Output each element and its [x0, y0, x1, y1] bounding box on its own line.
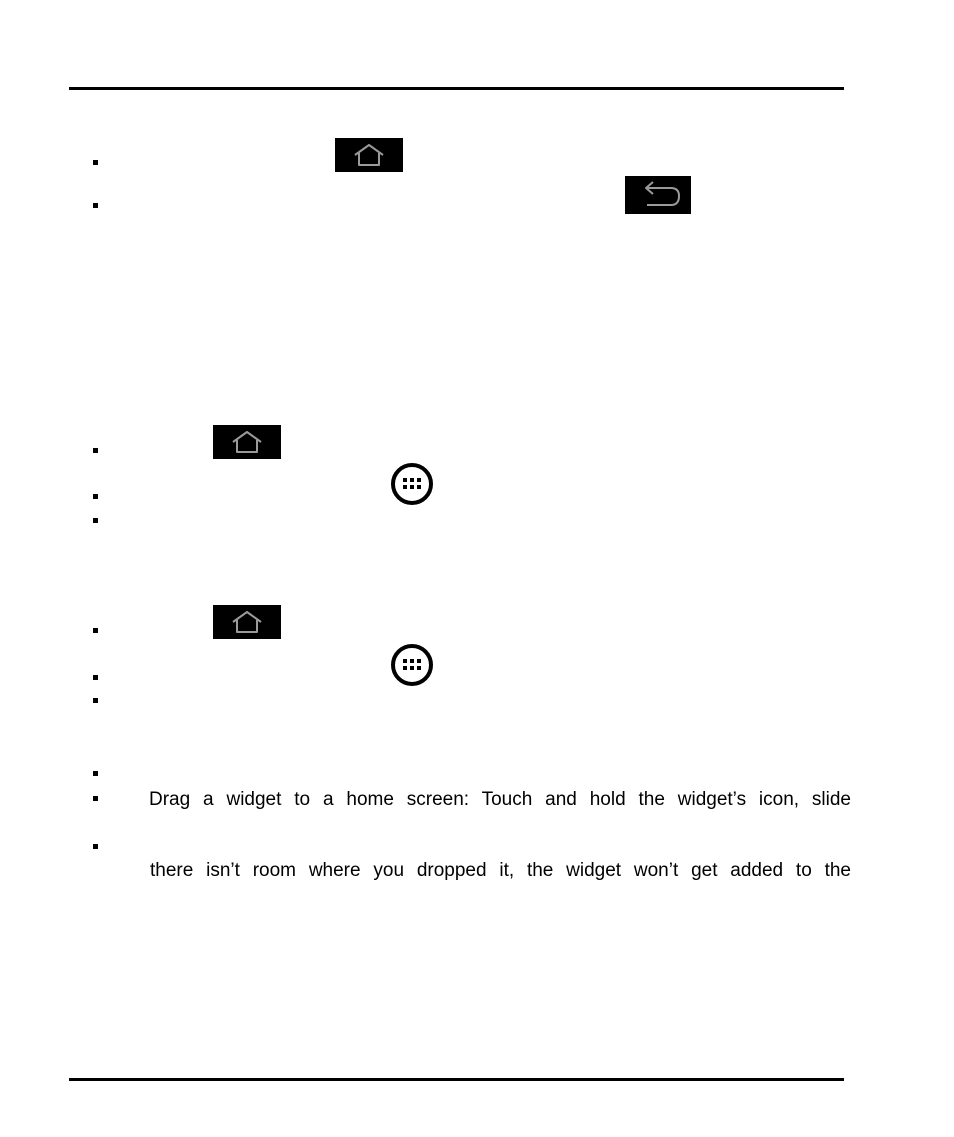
bullet [93, 675, 98, 680]
drag-widget-instruction: Drag a widget to a home screen: Touch and hold the widget’s icon, slide [149, 789, 851, 810]
home-key [213, 605, 281, 639]
bullet [93, 203, 98, 208]
bullet [93, 448, 98, 453]
no-room-note: there isn’t room where you dropped it, the widget won’t get added to the [150, 860, 851, 881]
all-apps-icon [390, 462, 434, 506]
back-icon [635, 180, 681, 210]
home-icon [227, 428, 267, 456]
bullet [93, 628, 98, 633]
home-icon [349, 141, 389, 169]
home-key [213, 425, 281, 459]
bullet [93, 518, 98, 523]
bullet [93, 771, 98, 776]
bullet [93, 796, 98, 801]
bullet [93, 698, 98, 703]
back-key [625, 176, 691, 214]
home-icon [227, 608, 267, 636]
bullet [93, 160, 98, 165]
bullet [93, 494, 98, 499]
footer-rule [69, 1078, 844, 1081]
header-rule [69, 87, 844, 90]
bullet [93, 844, 98, 849]
home-key [335, 138, 403, 172]
all-apps-icon [390, 643, 434, 687]
